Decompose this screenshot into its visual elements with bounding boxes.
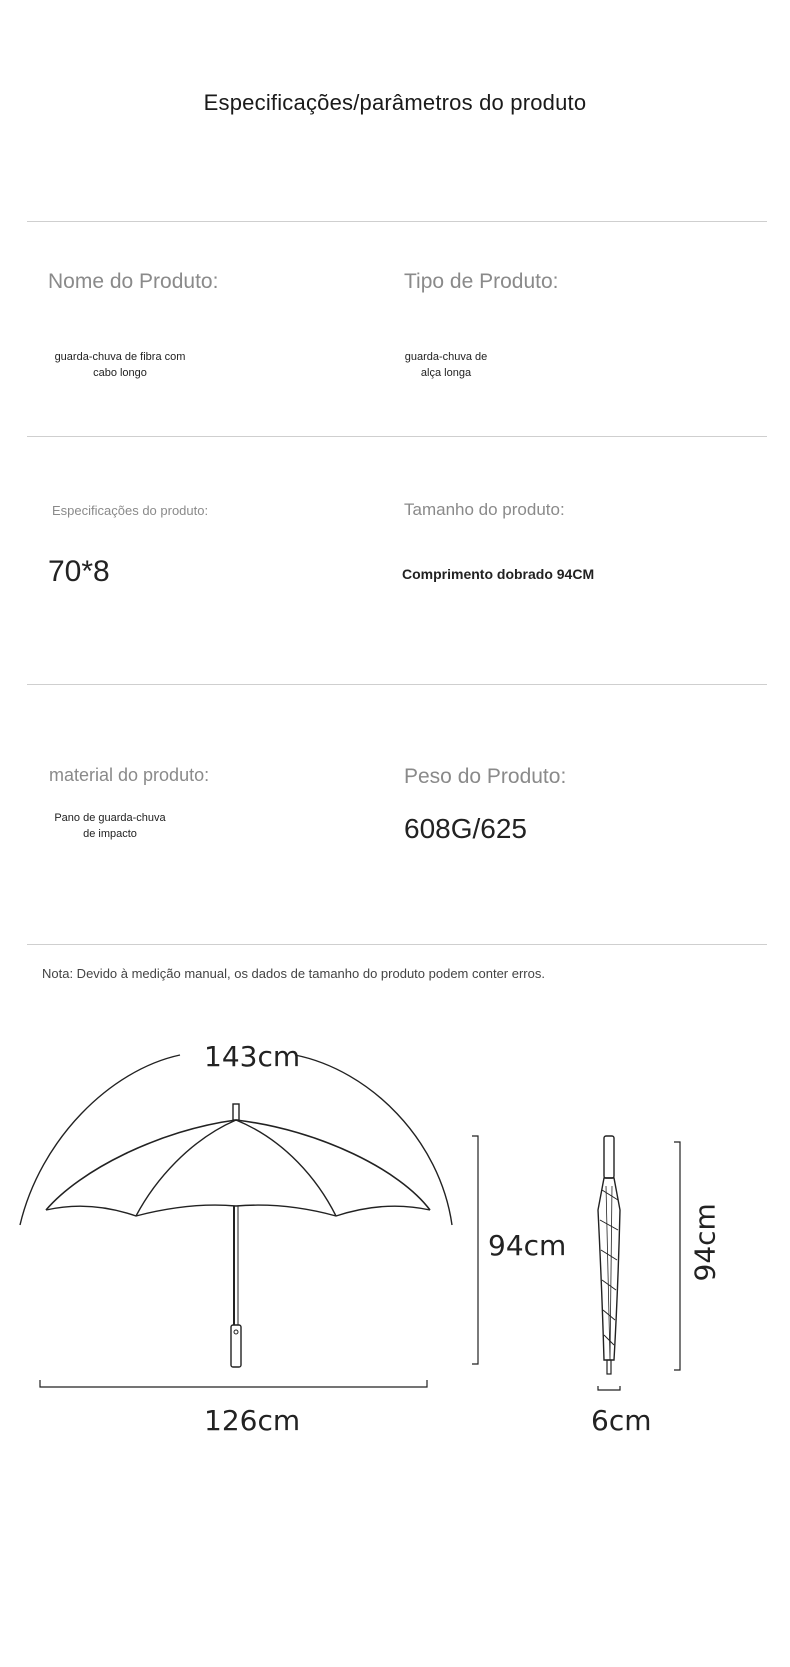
divider xyxy=(27,684,767,685)
product-type-label: Tipo de Produto: xyxy=(404,270,559,293)
divider xyxy=(27,221,767,222)
product-name-value: guarda-chuva de fibra com cabo longo xyxy=(54,351,186,379)
product-name-label: Nome do Produto: xyxy=(48,270,219,293)
product-weight-value: 608G/625 xyxy=(404,813,527,844)
umbrella-rib xyxy=(136,1120,236,1216)
closed-umbrella-tip xyxy=(607,1360,611,1374)
umbrella-tip xyxy=(233,1104,239,1120)
product-material-value: Pano de guarda-chuva de impacto xyxy=(54,812,166,840)
umbrella-canopy xyxy=(46,1120,430,1210)
open-umbrella-diagram xyxy=(0,1030,470,1450)
umbrella-rib xyxy=(236,1120,336,1216)
product-size-label: Tamanho do produto: xyxy=(404,500,565,519)
closed-height-bracket xyxy=(670,1140,690,1380)
product-spec-value: 70*8 xyxy=(48,555,110,588)
product-type-value: guarda-chuva de alça longa xyxy=(404,351,488,379)
umbrella-handle xyxy=(231,1325,241,1367)
open-height-label: 94cm xyxy=(488,1229,567,1262)
closed-width-dimension-line xyxy=(598,1386,620,1390)
closed-umbrella-diagram xyxy=(582,1130,642,1410)
open-height-bracket xyxy=(466,1134,486,1374)
closed-width-label: 6cm xyxy=(591,1404,652,1437)
product-weight-label: Peso do Produto: xyxy=(404,765,567,788)
measurement-note: Nota: Devido à medição manual, os dados de tamanho do produto podem conter erros. xyxy=(42,966,545,981)
page-title: Especificações/parâmetros do produto xyxy=(203,90,587,115)
product-material-label: material do produto: xyxy=(49,765,210,785)
arc-dimension-label: 143cm xyxy=(204,1040,301,1073)
product-spec-label: Especificações do produto: xyxy=(52,503,209,518)
closed-height-label: 94cm xyxy=(688,1203,722,1282)
divider xyxy=(27,436,767,437)
divider xyxy=(27,944,767,945)
width-dimension-line xyxy=(40,1380,427,1387)
product-size-value: Comprimento dobrado 94CM xyxy=(402,566,595,582)
width-dimension-label: 126cm xyxy=(204,1404,301,1437)
closed-umbrella-handle xyxy=(604,1136,614,1178)
